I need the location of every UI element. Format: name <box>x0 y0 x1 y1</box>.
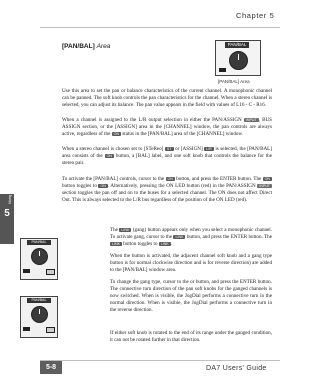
guide-title: DA7 Users' Guide <box>206 365 267 372</box>
chapter-side-tab <box>0 194 14 244</box>
section-title-italic: Area <box>96 43 111 50</box>
paragraph-gang-active: When the button is activated, the adjacent channel soft knob and a gang type button is for normal clockwise direction and is for reverse direction) are added to the [PAN/BAL] window area. <box>110 253 272 273</box>
on-button-icon <box>219 68 226 72</box>
on-button-icon <box>23 327 30 331</box>
link-key-icon: LINK <box>121 227 130 232</box>
lr-key-icon: L/R <box>206 146 212 151</box>
section-title <box>62 43 110 50</box>
pan-bal-figure <box>215 40 261 76</box>
input-key-icon: INPUT <box>259 183 270 188</box>
on-button-icon <box>23 269 30 273</box>
mini-label: PAN/BAL <box>27 240 51 245</box>
paragraph-activate: To activate the [PAN/BAL] controls, cursor to the ON button, and press the ENTER button. The ON button toggles to ON . Alternatively, pressing the ON LED button (red) in the PAN/ASSIGN INPUT section toggles the pan off and on to the buses for a selected channel. The ON does not affect Direct Out. This is always selected to the L/R bus regardless of the position of the ON LED (red). <box>62 176 272 203</box>
side-tab-text: Mixing <box>8 194 12 204</box>
section-title-bold: [PAN/BAL] <box>62 43 95 50</box>
figure-caption: [PAN/BAL] Area <box>218 79 250 84</box>
link-key-icon: LINK <box>175 234 184 239</box>
on-key-icon: ON <box>264 176 270 181</box>
link-key-icon: LINK <box>160 241 169 246</box>
pan-knob-icon <box>229 51 248 70</box>
paragraph-gang-limit: If either soft knob is rotated to the end of its range under the ganged condition, it can not be rotated further in that direction. <box>110 330 272 343</box>
link-button-icon <box>46 327 55 333</box>
mini-figure-link <box>20 238 58 280</box>
input-key-icon: INPUT <box>245 117 257 122</box>
paragraph-stereo: When a stereo channel is chosen set to [STeReo] ST or [ASSIGN] L/R is selected, the [PAN/BAL] area consists of the ON button, a [BAL] label, and one soft knob that controls the balance for the stereo pair. <box>62 146 272 166</box>
st-key-icon: ST <box>166 146 172 151</box>
chapter-header: Chapter 5 <box>236 11 275 20</box>
on-key-icon: ON <box>106 153 112 158</box>
on-key-icon: ON <box>100 183 106 188</box>
on-key-icon: ON <box>113 131 120 136</box>
pan-knob-icon <box>31 248 48 265</box>
link-key-icon: LINK <box>112 241 120 246</box>
figure-label: PAN/BAL <box>225 42 249 48</box>
mini-label: PAN/BAL <box>27 298 51 303</box>
on-key-icon: ON <box>167 176 173 181</box>
paragraph-intro: Use this area to set the pan or balance characteristics of the current channel. A monophonic channel can be panned. The soft knob controls the pan characteristics for the channel. When a stereo channel is selected, you can adjust its balance. The pan value appears in the field with values of L16 - C - R16. <box>62 88 272 108</box>
paragraph-lr-output: When a channel is assigned to the L/R output selection in either the PAN/ASSIGN INPUT , BUS ASSIGN section, or the [ASSIGN] area in the [CHANNEL] window, the pan controls are always active, regardless of the ON status in the [PAN/BAL] area of the [CHANNEL] window. <box>62 117 272 137</box>
header-rule <box>40 27 280 28</box>
link-button-icon <box>46 269 55 275</box>
paragraph-link: The LINK (gang) button appears only when you select a monophonic channel. To activate gang, cursor to the LINK button, and press the ENTER button. The LINK button toggles to LINK . <box>110 227 272 247</box>
paragraph-gang-type: To change the gang type, cursor to the or button, and press the ENTER button. The connective turn direction of the pan soft knobs for the ganged channels is now switched. When is visible, the JogDial performs a connective turn in the normal direction. When is visible, the JogDial performs a connective turn in the reverse direction. <box>110 279 272 313</box>
pan-knob-icon <box>31 306 48 323</box>
page-number: 5-8 <box>40 361 62 374</box>
footer-rule <box>40 360 280 361</box>
mini-figure-gang <box>20 296 58 338</box>
side-tab-number: 5 <box>4 208 10 219</box>
